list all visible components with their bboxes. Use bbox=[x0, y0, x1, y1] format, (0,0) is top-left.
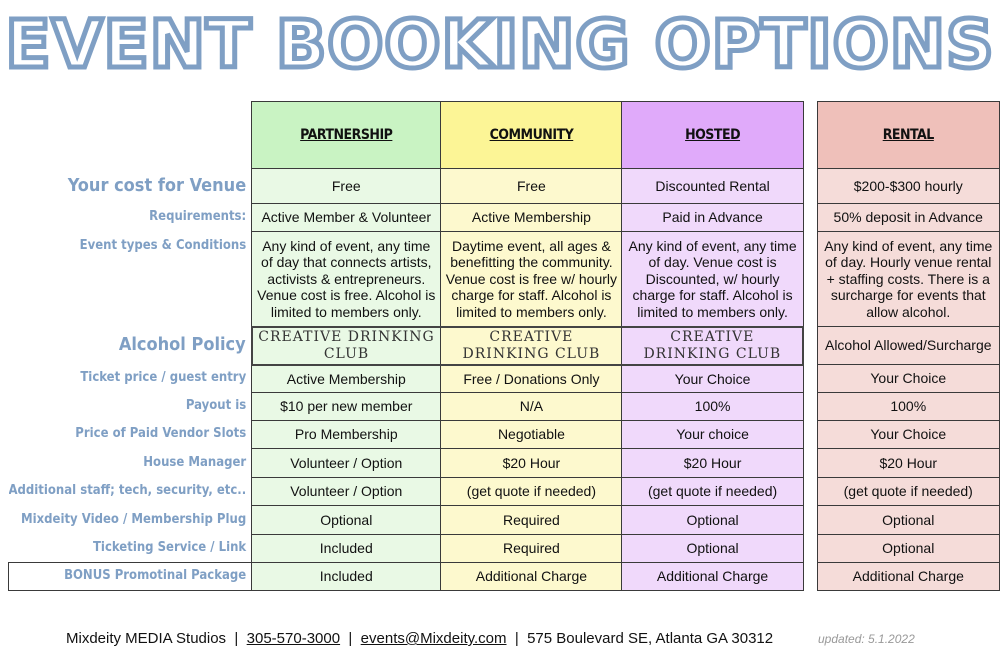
table-row bbox=[9, 393, 1000, 421]
hosted-vendor: Your choice bbox=[622, 421, 803, 449]
table-row bbox=[9, 327, 1000, 365]
hosted-requirements: Paid in Advance bbox=[622, 204, 803, 232]
row-label-vendor: Price of Paid Vendor Slots bbox=[75, 426, 247, 442]
table-row bbox=[9, 563, 1000, 591]
table-row bbox=[9, 232, 1000, 327]
community-requirements: Active Membership bbox=[441, 204, 622, 232]
community-bonus: Additional Charge bbox=[441, 563, 622, 591]
table-row bbox=[9, 169, 1000, 204]
hosted-ticket: Your Choice bbox=[622, 365, 803, 393]
partnership-cost: Free bbox=[252, 169, 441, 204]
row-label-payout: Payout is bbox=[185, 398, 247, 414]
rental-cost: $200-$300 hourly bbox=[817, 169, 999, 204]
partnership-ticketing: Included bbox=[252, 535, 441, 563]
row-label-ticket: Ticket price / guest entry bbox=[80, 370, 247, 386]
rental-payout: 100% bbox=[817, 393, 999, 421]
community-video: Required bbox=[441, 506, 622, 535]
address: 575 Boulevard SE, Atlanta GA 30312 bbox=[527, 630, 774, 647]
community-staff: (get quote if needed) bbox=[441, 478, 622, 506]
footer-contact bbox=[66, 630, 773, 647]
rental-vendor: Your Choice bbox=[817, 421, 999, 449]
separator: | bbox=[234, 630, 239, 647]
rental-ticketing: Optional bbox=[817, 535, 999, 563]
row-label-alcohol: Alcohol Policy bbox=[118, 334, 246, 356]
separator: | bbox=[348, 630, 353, 647]
partnership-vendor: Pro Membership bbox=[252, 421, 441, 449]
rental-video: Optional bbox=[817, 506, 999, 535]
partnership-video: Optional bbox=[252, 506, 441, 535]
table-row bbox=[9, 478, 1000, 506]
hosted-bonus: Additional Charge bbox=[622, 563, 803, 591]
community-header: COMMUNITY bbox=[441, 102, 622, 169]
row-label-conditions: Event types & Conditions bbox=[79, 237, 247, 253]
community-ticketing: Required bbox=[441, 535, 622, 563]
community-vendor: Negotiable bbox=[441, 421, 622, 449]
partnership-ticket: Active Membership bbox=[252, 365, 441, 393]
header-row bbox=[9, 102, 1000, 169]
partnership-payout: $10 per new member bbox=[252, 393, 441, 421]
hosted-alcohol-logo: CREATIVE DRINKING CLUB bbox=[622, 327, 803, 365]
row-label-cost: Your cost for Venue bbox=[67, 174, 247, 196]
hosted-manager: $20 Hour bbox=[622, 449, 803, 478]
community-cost: Free bbox=[441, 169, 622, 204]
rental-manager: $20 Hour bbox=[817, 449, 999, 478]
table-row bbox=[9, 204, 1000, 232]
row-label-ticketing: Ticketing Service / Link bbox=[92, 540, 247, 555]
rental-ticket: Your Choice bbox=[817, 365, 999, 393]
partnership-bonus: Included bbox=[252, 563, 441, 591]
hosted-video: Optional bbox=[622, 506, 803, 535]
table-row bbox=[9, 535, 1000, 563]
page-title: EVENT BOOKING OPTIONS bbox=[5, 6, 995, 83]
rental-bonus: Additional Charge bbox=[817, 563, 999, 591]
corner-blank bbox=[9, 102, 252, 169]
partnership-alcohol-logo: CREATIVE DRINKING CLUB bbox=[252, 327, 441, 365]
rental-staff: (get quote if needed) bbox=[817, 478, 999, 506]
hosted-ticketing: Optional bbox=[622, 535, 803, 563]
community-manager: $20 Hour bbox=[441, 449, 622, 478]
rental-alcohol: Alcohol Allowed/Surcharge bbox=[817, 327, 999, 365]
partnership-conditions: Any kind of event, any time of day that connects artists, activists & entrepreneurs. Venue cost is free. Alcohol is limited to members only. bbox=[252, 232, 441, 327]
row-label-bonus: BONUS Promotinal Package bbox=[9, 563, 252, 591]
community-alcohol-logo: CREATIVE DRINKING CLUB bbox=[441, 327, 622, 365]
row-label-staff: Additional staff; tech, security, etc.. bbox=[8, 483, 247, 499]
rental-conditions: Any kind of event, any time of day. Hourly venue rental + staffing costs. There is a surcharge for events that allow alcohol. bbox=[817, 232, 999, 327]
hosted-staff: (get quote if needed) bbox=[622, 478, 803, 506]
community-ticket: Free / Donations Only bbox=[441, 365, 622, 393]
table-row bbox=[9, 449, 1000, 478]
footer bbox=[0, 628, 1000, 650]
separator: | bbox=[514, 630, 519, 647]
company-name: Mixdeity MEDIA Studios bbox=[66, 630, 227, 647]
email-link[interactable]: events@Mixdeity.com bbox=[360, 630, 507, 647]
table-row bbox=[9, 421, 1000, 449]
column-gap bbox=[803, 102, 817, 591]
table-row bbox=[9, 506, 1000, 535]
partnership-staff: Volunteer / Option bbox=[252, 478, 441, 506]
rental-requirements: 50% deposit in Advance bbox=[817, 204, 999, 232]
partnership-manager: Volunteer / Option bbox=[252, 449, 441, 478]
table-row bbox=[9, 365, 1000, 393]
hosted-conditions: Any kind of event, any time of day. Venue cost is Discounted, w/ hourly charge for staff. Alcohol is limited to members only. bbox=[622, 232, 803, 327]
updated-date: updated: 5.1.2022 bbox=[818, 632, 915, 646]
row-label-manager: House Manager bbox=[143, 454, 247, 470]
phone-link[interactable]: 305-570-3000 bbox=[246, 630, 341, 647]
hosted-cost: Discounted Rental bbox=[622, 169, 803, 204]
community-payout: N/A bbox=[441, 393, 622, 421]
booking-options-table bbox=[8, 101, 1000, 591]
partnership-requirements: Active Member & Volunteer bbox=[252, 204, 441, 232]
row-label-video: Mixdeity Video / Membership Plug bbox=[20, 511, 247, 527]
partnership-header: PARTNERSHIP bbox=[252, 102, 441, 169]
community-conditions: Daytime event, all ages & benefitting the community. Venue cost is free w/ hourly charge for staff. Alcohol is limited to members only. bbox=[441, 232, 622, 327]
hosted-payout: 100% bbox=[622, 393, 803, 421]
rental-header: RENTAL bbox=[817, 102, 999, 169]
row-label-requirements: Requirements: bbox=[149, 209, 247, 225]
hosted-header: HOSTED bbox=[622, 102, 803, 169]
